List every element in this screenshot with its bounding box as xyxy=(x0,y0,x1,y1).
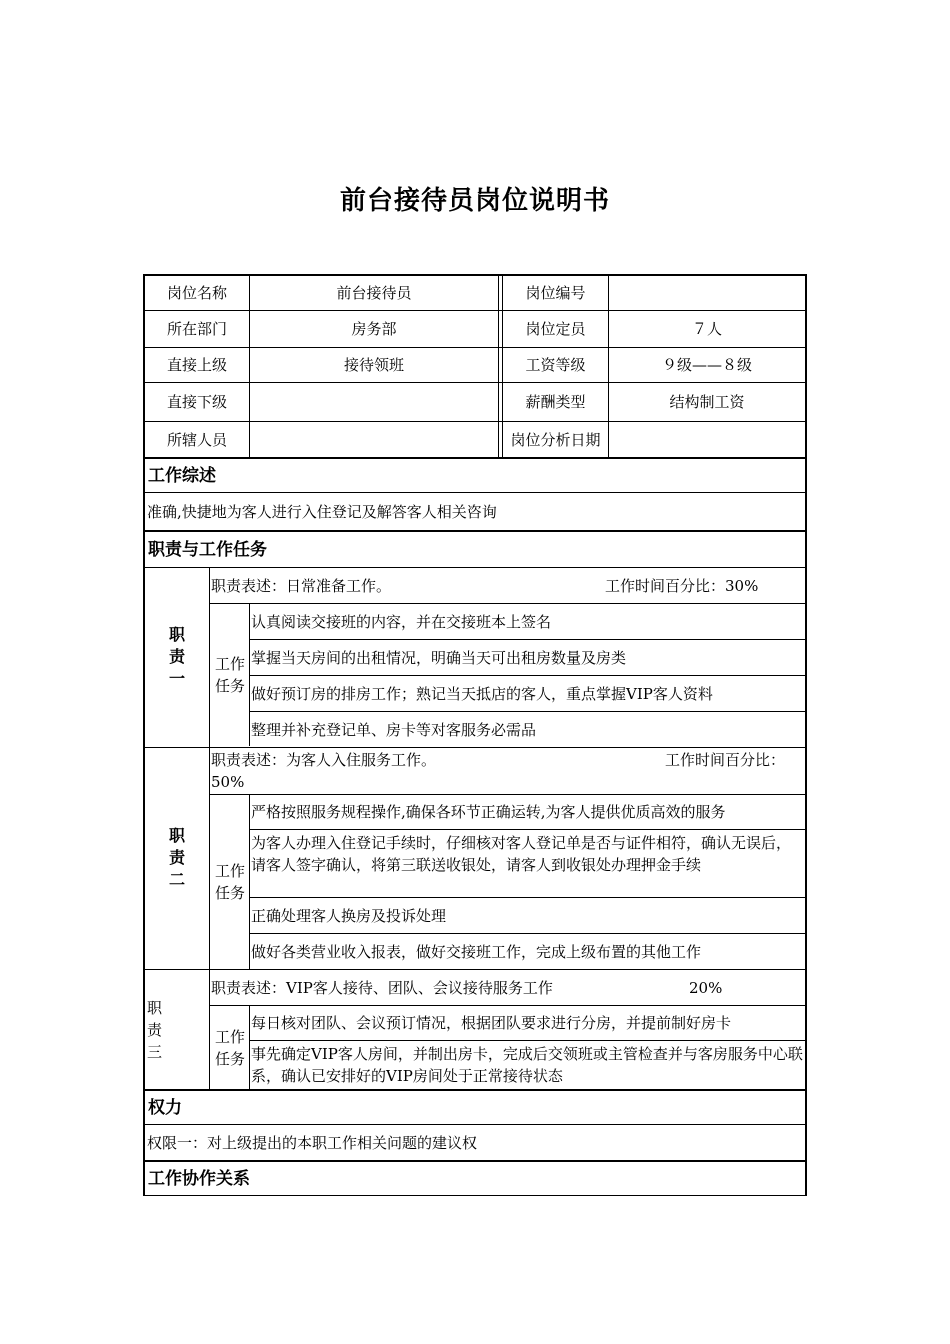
duty2-task: 为客人办理入住登记手续时，仔细核对客人登记单是否与证件相符，确认无误后，请客人签字确认，将第三联送收银处，请客人到收银处办理押金手续 xyxy=(251,834,792,874)
info-value: 接待领班 xyxy=(343,356,404,374)
info-value xyxy=(250,383,498,421)
page-title: 前台接待员岗位说明书 xyxy=(339,186,610,216)
info-label: 岗位定员 xyxy=(525,320,586,338)
col-divider xyxy=(249,1005,250,1090)
duty1-task: 认真阅读交接班的内容，并在交接班本上签名 xyxy=(251,612,552,631)
col-divider xyxy=(249,794,250,969)
duty1-name-char: 责 xyxy=(168,647,185,666)
info-label: 岗位分析日期 xyxy=(510,430,601,449)
duty3-desc: 职责表述：VIP客人接待、团队、会议接待服务工作 xyxy=(211,978,553,997)
duty3-task: 每日核对团队、会议预订情况，根据团队要求进行分房，并提前制好房卡 xyxy=(251,1014,732,1032)
power-heading: 权力 xyxy=(148,1097,182,1118)
duty2-task: 正确处理客人换房及投诉处理 xyxy=(251,906,447,925)
duties-heading: 职责与工作任务 xyxy=(148,539,267,560)
duty1-name-char: 一 xyxy=(168,669,185,688)
duty2-task-label: 工作任务 xyxy=(214,861,245,902)
col-divider xyxy=(209,567,210,1090)
info-label: 岗位编号 xyxy=(525,284,586,302)
duty2-pct: 工作时间百分比： xyxy=(665,751,786,769)
duty3-name-char: 三 xyxy=(147,1042,163,1061)
info-label: 所在部门 xyxy=(166,320,227,338)
info-value: 前台接待员 xyxy=(336,284,412,302)
duty2-task: 严格按照服务规程操作,确保各环节正确运转,为客人提供优质高效的服务 xyxy=(251,803,726,821)
info-label: 所辖人员 xyxy=(166,430,227,449)
duty1-task: 整理并补充登记单、房卡等对客服务必需品 xyxy=(251,720,537,739)
info-value xyxy=(609,276,805,310)
info-label: 直接上级 xyxy=(166,356,227,374)
info-value xyxy=(250,422,498,457)
coop-heading: 工作协作关系 xyxy=(148,1169,250,1189)
duty2-name-char: 二 xyxy=(168,870,185,889)
duty1-task-label: 工作任务 xyxy=(214,654,245,695)
summary-text: 准确,快捷地为客人进行入住登记及解答客人相关咨询 xyxy=(147,502,497,521)
duty1-name-char: 职 xyxy=(168,625,185,644)
duty3-task-label: 工作任务 xyxy=(214,1027,245,1068)
duty2-name-char: 职 xyxy=(168,826,185,845)
duty3-task: 事先确定VIP客人房间，并制出房卡，完成后交领班或主管检查并与客房服务中心联系，确认已安排好的VIP房间处于正常接待状态 xyxy=(251,1045,803,1085)
info-value: 结构制工资 xyxy=(669,393,745,411)
info-value: ７人 xyxy=(691,320,722,338)
info-value xyxy=(609,422,805,457)
duty3-name-char: 职 xyxy=(147,998,163,1017)
duty2-name-char: 责 xyxy=(168,848,185,867)
info-label: 工资等级 xyxy=(525,356,586,374)
duty1-task: 做好预订房的排房工作；熟记当天抵店的客人，重点掌握VIP客人资料 xyxy=(251,684,713,703)
row-divider xyxy=(145,747,805,748)
duty1-desc: 职责表述：日常准备工作。 xyxy=(211,576,392,595)
duty2-name xyxy=(145,747,209,969)
duty1-name xyxy=(145,567,209,747)
duty1-pct: 工作时间百分比：30% xyxy=(605,576,759,595)
duty3-name-char: 责 xyxy=(147,1020,163,1039)
power-text: 权限一：对上级提出的本职工作相关问题的建议权 xyxy=(147,1133,478,1152)
info-label: 薪酬类型 xyxy=(525,393,586,411)
duty3-name xyxy=(147,969,177,1090)
col-divider xyxy=(498,276,499,457)
duty2-desc: 职责表述：为客人入住服务工作。 xyxy=(211,751,437,769)
job-description-table xyxy=(143,274,807,1196)
info-label: 直接下级 xyxy=(166,393,227,411)
bottom-border xyxy=(145,1195,805,1196)
info-label: 岗位名称 xyxy=(166,284,227,302)
duty1-task: 掌握当天房间的出租情况，明确当天可出租房数量及房类 xyxy=(251,648,627,667)
duty2-task: 做好各类营业收入报表，做好交接班工作，完成上级布置的其他工作 xyxy=(251,942,702,961)
info-value: ９级——８级 xyxy=(661,356,752,374)
summary-heading: 工作综述 xyxy=(148,465,216,486)
duty2-pct-value: 50% xyxy=(211,773,245,791)
info-value: 房务部 xyxy=(351,320,397,338)
duty3-pct: 20% xyxy=(689,978,723,997)
